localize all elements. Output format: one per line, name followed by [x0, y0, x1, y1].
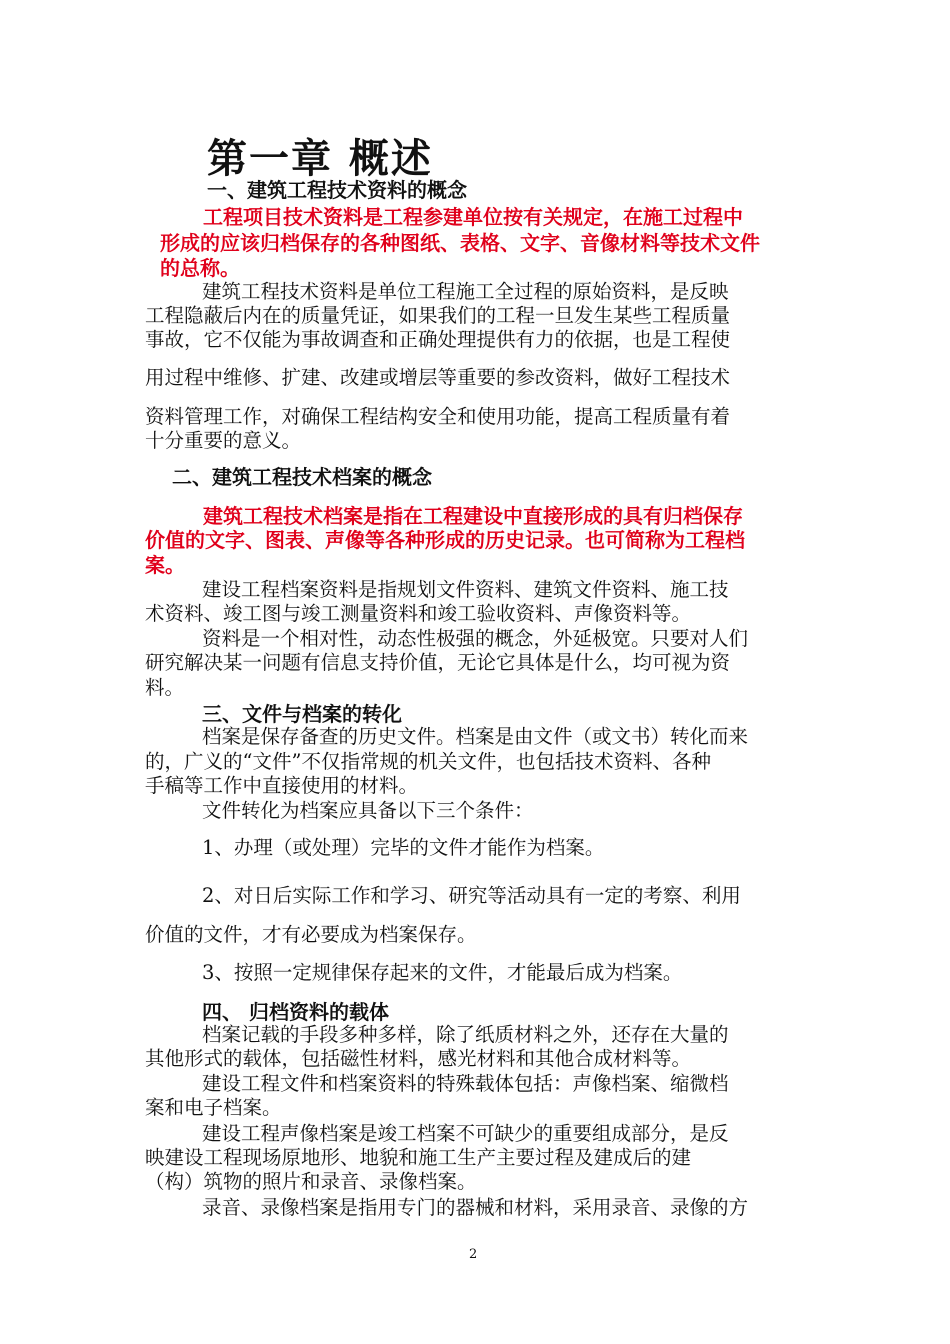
- paragraph-line: 的，广义的“文件”不仅指常规的机关文件，也包括技术资料、各种: [145, 750, 711, 773]
- definition-line: 工程项目技术资料是工程参建单位按有关规定，在施工过程中: [203, 205, 743, 229]
- paragraph-line: 术资料、竣工图与竣工测量资料和竣工验收资料、声像资料等。: [145, 602, 692, 625]
- paragraph-line: 十分重要的意义。: [145, 429, 302, 452]
- definition-line: 的总称。: [160, 256, 240, 280]
- paragraph-line: 录音、录像档案是指用专门的器械和材料，采用录音、录像的方: [202, 1196, 749, 1219]
- paragraph-line: 资料是一个相对性，动态性极强的概念，外延极宽。只要对人们: [202, 627, 749, 650]
- paragraph-line: 建设工程声像档案是竣工档案不可缺少的重要组成部分，是反: [202, 1122, 729, 1145]
- definition-line: 价值的文字、图表、声像等各种形成的历史记录。也可简称为工程档: [145, 528, 745, 552]
- definition-line: 案。: [145, 553, 185, 577]
- paragraph-line: 手稿等工作中直接使用的材料。: [145, 774, 419, 797]
- definition-line: 建筑工程技术档案是指在工程建设中直接形成的具有归档保存: [203, 504, 743, 528]
- section-heading-1: 一、建筑工程技术资料的概念: [207, 178, 467, 202]
- paragraph-line: 档案记载的手段多种多样，除了纸质材料之外，还存在大量的: [202, 1023, 729, 1046]
- paragraph-line: 资料管理工作，对确保工程结构安全和使用功能，提高工程质量有着: [145, 405, 731, 428]
- paragraph-line: 料。: [145, 676, 185, 699]
- definition-line: 形成的应该归档保存的各种图纸、表格、文字、音像材料等技术文件: [160, 231, 760, 255]
- paragraph-line: 档案是保存备查的历史文件。档案是由文件（或文书）转化而来: [202, 725, 749, 748]
- paragraph-line: 案和电子档案。: [145, 1096, 282, 1119]
- section-heading-2: 二、建筑工程技术档案的概念: [172, 465, 432, 489]
- list-item: 2、对日后实际工作和学习、研究等活动具有一定的考察、利用: [202, 884, 741, 907]
- section-heading-3: 三、文件与档案的转化: [202, 702, 402, 726]
- paragraph-line: 建设工程文件和档案资料的特殊载体包括：声像档案、缩微档: [202, 1072, 729, 1095]
- chapter-title: 第一章 概述: [207, 136, 433, 182]
- paragraph-line: 用过程中维修、扩建、改建或增层等重要的参改资料，做好工程技术: [145, 366, 731, 389]
- paragraph-line: 其他形式的载体，包括磁性材料，感光材料和其他合成材料等。: [145, 1047, 692, 1070]
- paragraph-line: 建设工程档案资料是指规划文件资料、建筑文件资料、施工技: [202, 578, 729, 601]
- section-heading-4: 四、 归档资料的载体: [202, 1000, 389, 1024]
- list-item-continuation: 价值的文件，才有必要成为档案保存。: [145, 923, 477, 946]
- paragraph-line: 工程隐蔽后内在的质量凭证，如果我们的工程一旦发生某些工程质量: [145, 304, 731, 327]
- paragraph-line: 文件转化为档案应具备以下三个条件：: [202, 799, 534, 822]
- paragraph-line: （构）筑物的照片和录音、录像档案。: [145, 1170, 477, 1193]
- paragraph-line: 事故，它不仅能为事故调查和正确处理提供有力的依据，也是工程使: [145, 328, 731, 351]
- paragraph-line: 建筑工程技术资料是单位工程施工全过程的原始资料，是反映: [202, 280, 729, 303]
- page-number: 2: [469, 1247, 478, 1262]
- paragraph-line: 研究解决某一问题有信息支持价值，无论它具体是什么，均可视为资: [145, 651, 731, 674]
- paragraph-line: 映建设工程现场原地形、地貌和施工生产主要过程及建成后的建: [145, 1146, 692, 1169]
- list-item: 3、按照一定规律保存起来的文件，才能最后成为档案。: [202, 961, 683, 984]
- list-item: 1、办理（或处理）完毕的文件才能作为档案。: [202, 836, 605, 859]
